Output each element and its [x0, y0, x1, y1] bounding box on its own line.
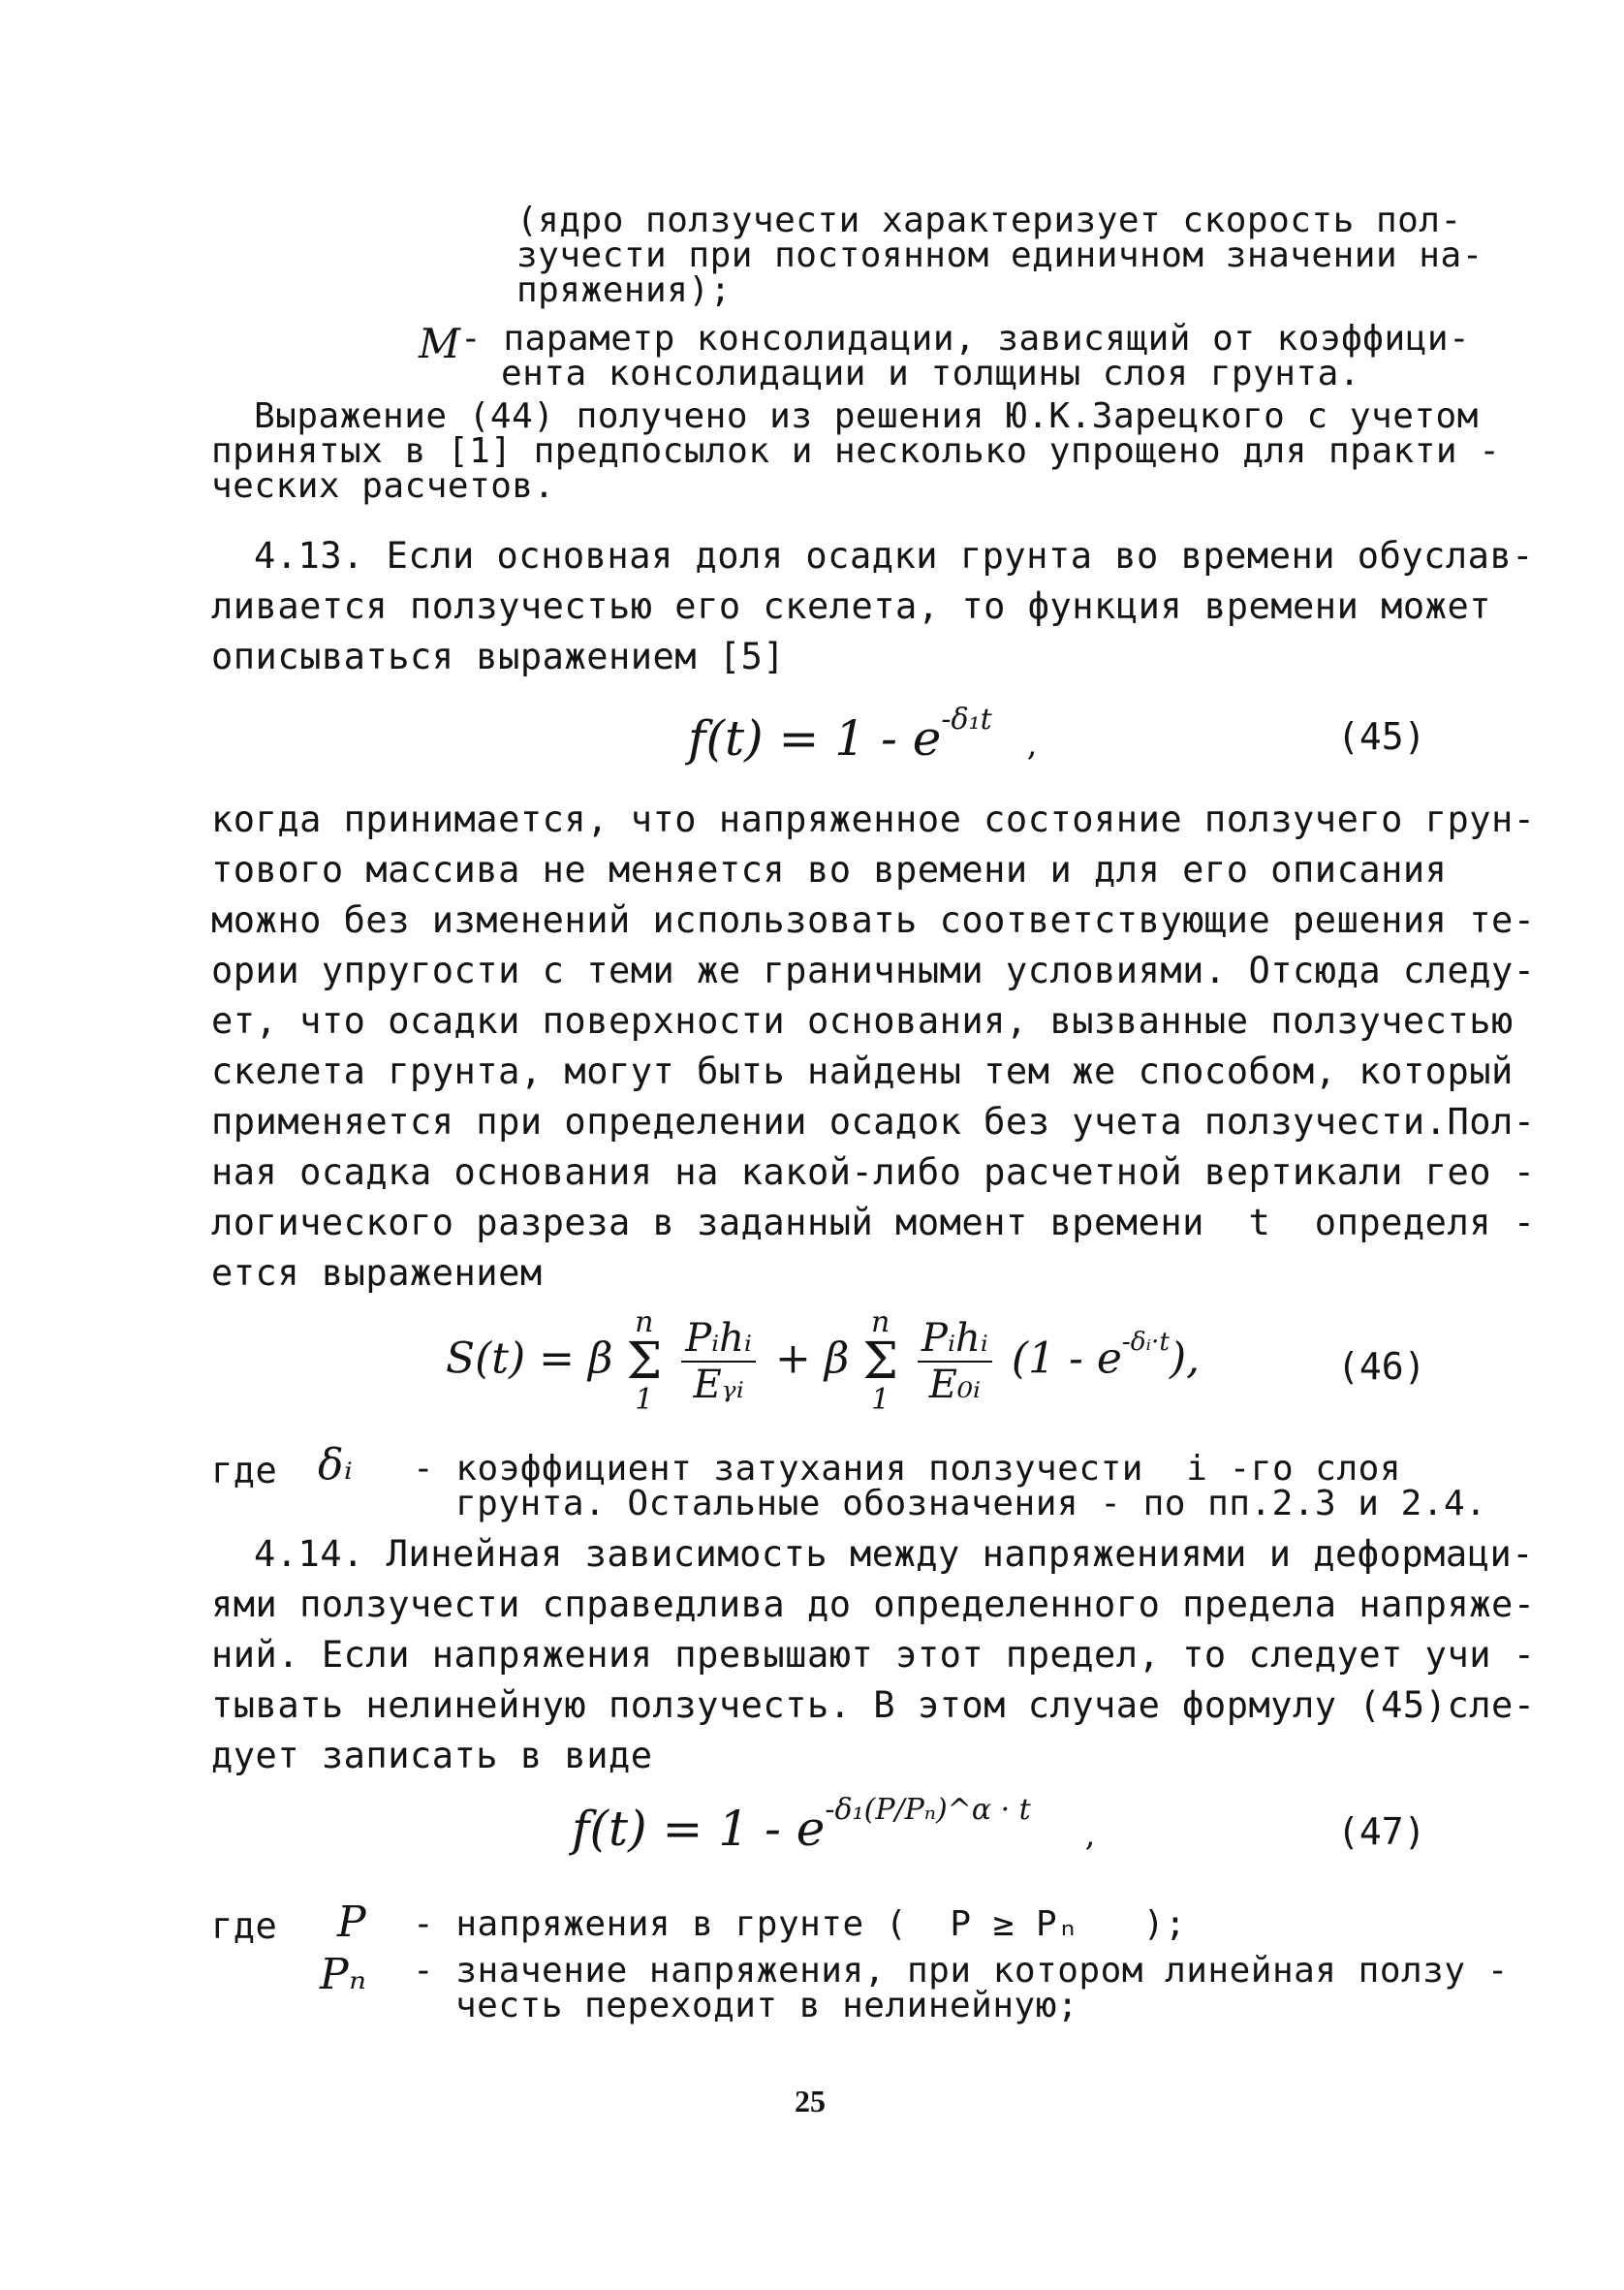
expression-para-line-1: Выражение (44) получено из решения Ю.К.Зарецкого с учетом — [254, 396, 1479, 436]
where-47-pn-line-2: честь переходит в нелинейную; — [455, 1986, 1079, 2025]
kernel-note-line-2: зучести при постоянном единичном значении на- — [516, 235, 1483, 275]
eq46-sum-2-bottom: 1 — [871, 1383, 890, 1417]
equation-47-number: (47) — [1337, 1810, 1426, 1853]
where-47-pn-line-1: - значение напряжения, при котором линейная ползу - — [413, 1951, 1509, 1991]
eq46-frac2-num: Pᵢhᵢ — [918, 1316, 992, 1363]
para-when-line-5: ет, что осадки поверхности основания, вызванные ползучестью — [211, 1000, 1514, 1042]
eq46-sum-1 — [626, 1305, 663, 1417]
equation-45 — [688, 703, 1037, 767]
para-when-line-2: тового массива не меняется во времени и для его описания — [211, 849, 1448, 891]
para-when-line-1: когда принимается, что напряженное состояние ползучего грун- — [211, 799, 1536, 840]
equation-47 — [572, 1793, 1095, 1857]
eq46-sum-1-bottom: 1 — [635, 1383, 654, 1417]
para-413-line-2: ливается ползучестью его скелета, то функция времени может — [211, 585, 1492, 627]
eq46-lhs: S(t) = β — [446, 1333, 613, 1384]
sigma-icon: Σ — [862, 1333, 899, 1391]
where-46-line-2: грунта. Остальные обозначения - по пп.2.3 и 2.4. — [455, 1484, 1487, 1523]
para-414-line-5: дует записать в виде — [211, 1735, 653, 1776]
eq47-comma: , — [1084, 1815, 1096, 1854]
para-when-line-3: можно без изменений использовать соответствующие решения те- — [211, 899, 1536, 941]
eq46-paren: (1 - e — [1011, 1333, 1122, 1384]
para-when-line-8: ная осадка основания на какой-либо расчетной вертикали гео - — [211, 1151, 1536, 1193]
eq46-fraction-1 — [681, 1316, 756, 1407]
where-46-label: где — [211, 1450, 278, 1491]
para-414-line-2: ями ползучести справедлива до определенного предела напряже- — [211, 1584, 1536, 1625]
m-definition-line-2: ента консолидации и толщины слоя грунта. — [501, 354, 1360, 393]
kernel-note-line-1: (ядро ползучести характеризует скорость пол- — [516, 201, 1462, 240]
para-when-line-9: логического разреза в заданный момент времени t определя - — [211, 1202, 1536, 1243]
kernel-note-line-3: пряжения); — [516, 270, 732, 310]
para-when-line-10: ется выражением — [211, 1252, 543, 1294]
para-when-line-4: ории упругости с теми же граничными условиями. Отсюда следу- — [211, 950, 1536, 991]
eq46-exponent: -δᵢ·t — [1121, 1326, 1170, 1357]
p-symbol: P — [337, 1898, 367, 1947]
eq46-frac1-den: Eᵧᵢ — [693, 1363, 744, 1407]
para-413-line-3: описываться выражением [5] — [211, 636, 786, 677]
eq45-exponent: -δ₁t — [941, 703, 992, 737]
eq46-frac2-den: E₀ᵢ — [928, 1363, 982, 1407]
para-413-line-1: 4.13. Если основная доля осадки грунта во времени обуслав- — [254, 535, 1535, 577]
eq46-fraction-2 — [918, 1316, 992, 1407]
where-47-label: где — [211, 1905, 278, 1947]
page-number: 25 — [795, 2084, 826, 2118]
para-414-line-3: ний. Если напряжения превышают этот предел, то следует учи - — [211, 1634, 1536, 1676]
pn-symbol: Pₙ — [320, 1950, 367, 1999]
eq46-plus: + β — [774, 1333, 850, 1384]
eq46-close: ), — [1169, 1333, 1201, 1384]
eq46-sum-2 — [862, 1305, 899, 1417]
sigma-icon: Σ — [626, 1333, 663, 1391]
eq45-comma: , — [1026, 725, 1038, 764]
eq46-frac1-num: Pᵢhᵢ — [681, 1316, 756, 1363]
expression-para-line-3: ческих расчетов. — [211, 466, 555, 506]
where-47-p-text: - напряжения в грунте ( P ≥ Pₙ ); — [413, 1904, 1187, 1944]
equation-45-number: (45) — [1337, 715, 1426, 758]
para-414-line-4: тывать нелинейную ползучесть. В этом случае формулу (45)сле- — [211, 1684, 1536, 1726]
eq46-sum-1-top: n — [635, 1305, 654, 1339]
where-46-line-1: - коэффициент затухания ползучести i -го слоя — [413, 1449, 1401, 1489]
equation-46-number: (46) — [1337, 1345, 1426, 1388]
equation-46 — [446, 1305, 1201, 1417]
eq47-lhs: f(t) = 1 - e — [572, 1801, 826, 1857]
delta-i-symbol: δᵢ — [318, 1440, 354, 1490]
eq46-sum-2-top: n — [871, 1305, 890, 1339]
para-when-line-7: применяется при определении осадок без учета ползучести.Пол- — [211, 1101, 1536, 1143]
m-symbol: M — [419, 320, 461, 367]
m-definition-line-1: - параметр консолидации, зависящий от коэффици- — [460, 319, 1471, 359]
eq47-exponent: -δ₁(P/Pₙ)^α · t — [825, 1793, 1031, 1827]
para-414-line-1: 4.14. Линейная зависимость между напряжениями и деформаци- — [254, 1533, 1535, 1575]
expression-para-line-2: принятых в [1] предпосылок и несколько упрощено для практи - — [211, 431, 1501, 471]
para-when-line-6: скелета грунта, могут быть найдены тем же способом, который — [211, 1051, 1514, 1092]
eq45-lhs: f(t) = 1 - e — [688, 710, 942, 767]
